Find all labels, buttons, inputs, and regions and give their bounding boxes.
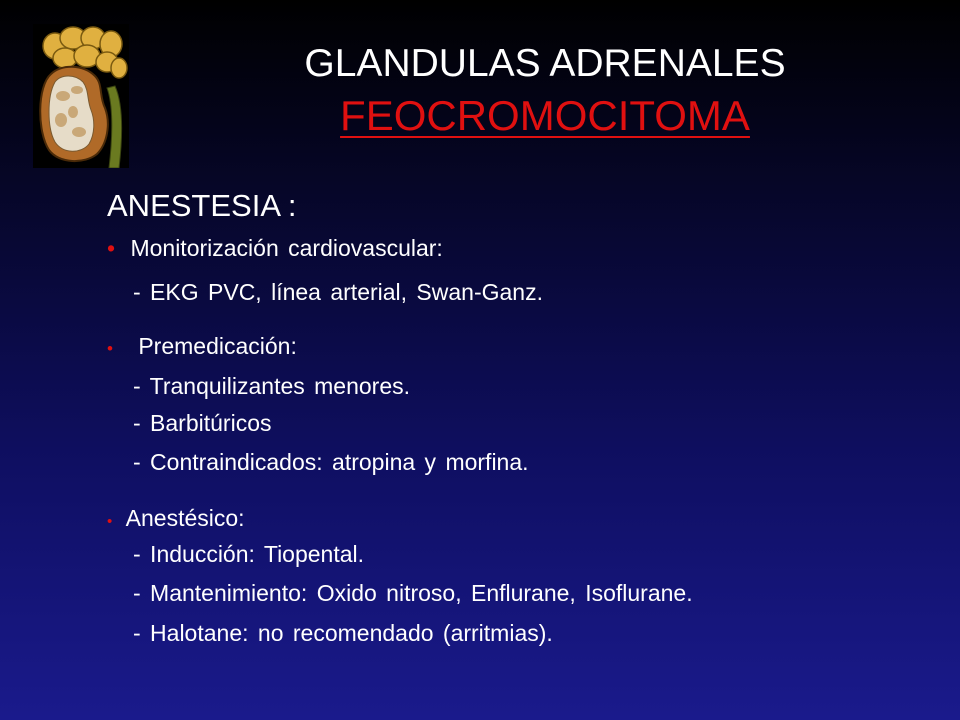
section-heading: ANESTESIA :	[107, 188, 297, 223]
adrenal-gland-kidney-illustration-icon	[33, 24, 129, 168]
list-item: - EKG PVC, línea arterial, Swan-Ganz.	[133, 279, 543, 305]
page-subtitle: FEOCROMOCITOMA	[340, 92, 750, 139]
bullet-item-premedication	[107, 333, 297, 360]
bullet-icon: •	[107, 339, 113, 358]
list-item: - Tranquilizantes menores.	[133, 373, 411, 399]
list-item: - Mantenimiento: Oxido nitroso, Enflurane, Isoflurane.	[133, 580, 693, 606]
group-heading: Monitorización cardiovascular:	[130, 235, 443, 261]
bullet-item-monitoring	[107, 235, 443, 262]
bullet-item-anesthetic	[107, 505, 245, 532]
group-heading: Anestésico:	[125, 505, 245, 531]
list-item: - Halotane: no recomendado (arritmias).	[133, 620, 553, 646]
bullet-icon: •	[107, 513, 113, 530]
page-title: GLANDULAS ADRENALES	[304, 42, 786, 85]
bullet-icon: •	[107, 235, 116, 261]
group-heading: Premedicación:	[138, 333, 297, 359]
list-item: - Contraindicados: atropina y morfina.	[133, 449, 529, 475]
list-item: - Barbitúricos	[133, 410, 272, 436]
list-item: - Inducción: Tiopental.	[133, 541, 365, 567]
title-block	[240, 40, 850, 144]
